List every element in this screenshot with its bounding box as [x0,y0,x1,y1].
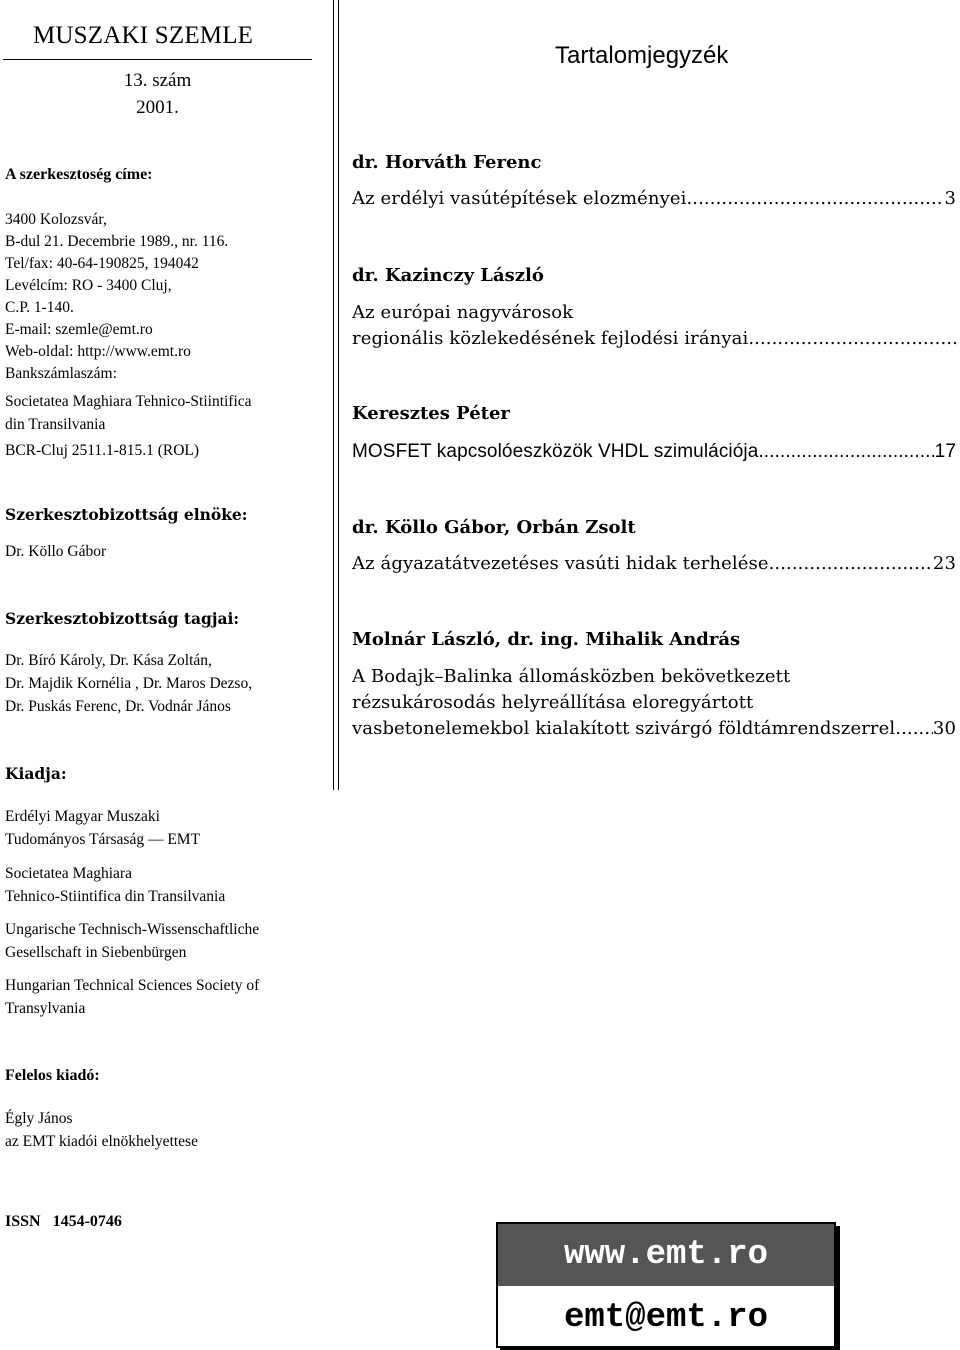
publisher-heading: Kiadja: [5,764,67,783]
members-heading: Szerkesztobizottság tagjai: [5,609,240,628]
members-line: Dr. Bíró Károly, Dr. Kása Zoltán, [5,652,212,669]
toc-entry-title[interactable] [352,553,956,574]
responsible-heading: Felelos kiadó: [5,1067,100,1084]
members-line: Dr. Puskás Ferenc, Dr. Vodnár János [5,698,231,715]
office-heading: A szerkesztoség címe: [5,166,153,183]
toc-entry-author: Molnár László, dr. ing. Mihalik András [352,629,741,650]
dot-leader [686,188,944,209]
toc-page-number: 17 [934,441,956,462]
publisher-line: Ungarische Technisch-Wissenschaftliche [5,921,260,938]
office-line: B-dul 21. Decembrie 1989., nr. 116. [5,233,229,250]
office-line: Tel/fax: 40-64-190825, 194042 [5,255,199,272]
issue-number: 13. szám [123,70,192,91]
office-line: Societatea Maghiara Tehnico-Stiintifica [5,393,252,410]
publisher-line: Societatea Maghiara [5,865,132,882]
dot-leader [895,718,933,739]
contact-box [496,1222,836,1348]
dot-leader [758,441,934,463]
toc-entry-title-cont[interactable]: rézsukárosodás helyreállítása eloregyártott [352,692,754,713]
office-line: Levélcím: RO - 3400 Cluj, [5,277,172,294]
toc-title: Tartalomjegyzék [555,42,729,69]
toc-entry-text: Az ágyazatátvezetéses vasúti hidak terhelése [352,553,769,574]
toc-entry-text: vasbetonelemekbol kialakított szivárgó földtámrendszerrel [352,718,896,739]
email-link[interactable]: emt@emt.ro [563,1299,769,1337]
toc-entry-title[interactable]: A Bodajk–Balinka állomásközben bekövetkezett [352,666,791,687]
toc-entry-title[interactable]: Az európai nagyvárosok [352,302,574,323]
office-line: Bankszámlaszám: [5,365,117,382]
publisher-line: Tudományos Társaság — EMT [5,831,201,848]
toc-page-number: 23 [932,553,956,574]
toc-entry-author: dr. Köllo Gábor, Orbán Zsolt [352,517,636,538]
office-line: BCR-Cluj 2511.1-815.1 (ROL) [5,442,200,459]
dot-leader [748,328,956,349]
website-link[interactable]: www.emt.ro [498,1224,834,1286]
toc-entry-title[interactable] [352,441,956,463]
toc-entry-author: Keresztes Péter [352,403,510,424]
office-line: C.P. 1-140. [5,299,74,316]
chair-name: Dr. Köllo Gábor [5,543,107,560]
toc-entry-title[interactable] [352,188,956,209]
publisher-line: Tehnico-Stiintifica din Transilvania [5,888,226,905]
title-rule [3,59,312,60]
issue-year: 2001. [136,97,179,118]
toc-page-number: 3 [944,188,956,209]
office-line: 3400 Kolozsvár, [5,211,107,228]
publisher-line: Gesellschaft in Siebenbürgen [5,944,187,961]
office-line: din Transilvania [5,416,106,433]
toc-entry-author: dr. Kazinczy László [352,265,544,286]
journal-title: MUSZAKI SZEMLE [33,22,254,49]
toc-entry-text: MOSFET kapcsolóeszközök VHDL szimulációja [352,441,759,462]
issn: ISSN 1454-0746 [5,1213,122,1230]
members-line: Dr. Majdik Kornélia , Dr. Maros Dezso, [5,675,253,692]
toc-page-number: 30 [932,718,956,739]
web-line: Web-oldal: http://www.emt.ro [5,343,191,360]
email-line: E-mail: szemle@emt.ro [5,321,153,338]
dot-leader [769,553,933,574]
toc-entry-text: Az erdélyi vasútépítések elozményei [352,188,687,209]
toc-entry-text: regionális közlekedésének fejlodési irányai [352,328,749,349]
column-divider-right [338,0,339,790]
column-divider-left [333,0,334,790]
toc-entry-author: dr. Horváth Ferenc [352,152,542,173]
responsible-role: az EMT kiadói elnökhelyettese [5,1133,198,1150]
toc-entry-title-cont[interactable] [352,718,956,739]
publisher-line: Transylvania [5,1000,86,1017]
publisher-line: Erdélyi Magyar Muszaki [5,808,160,825]
publisher-line: Hungarian Technical Sciences Society of [5,977,260,994]
chair-heading: Szerkesztobizottság elnöke: [5,505,248,524]
responsible-name: Égly János [5,1110,73,1127]
toc-entry-title-cont[interactable] [352,328,956,349]
